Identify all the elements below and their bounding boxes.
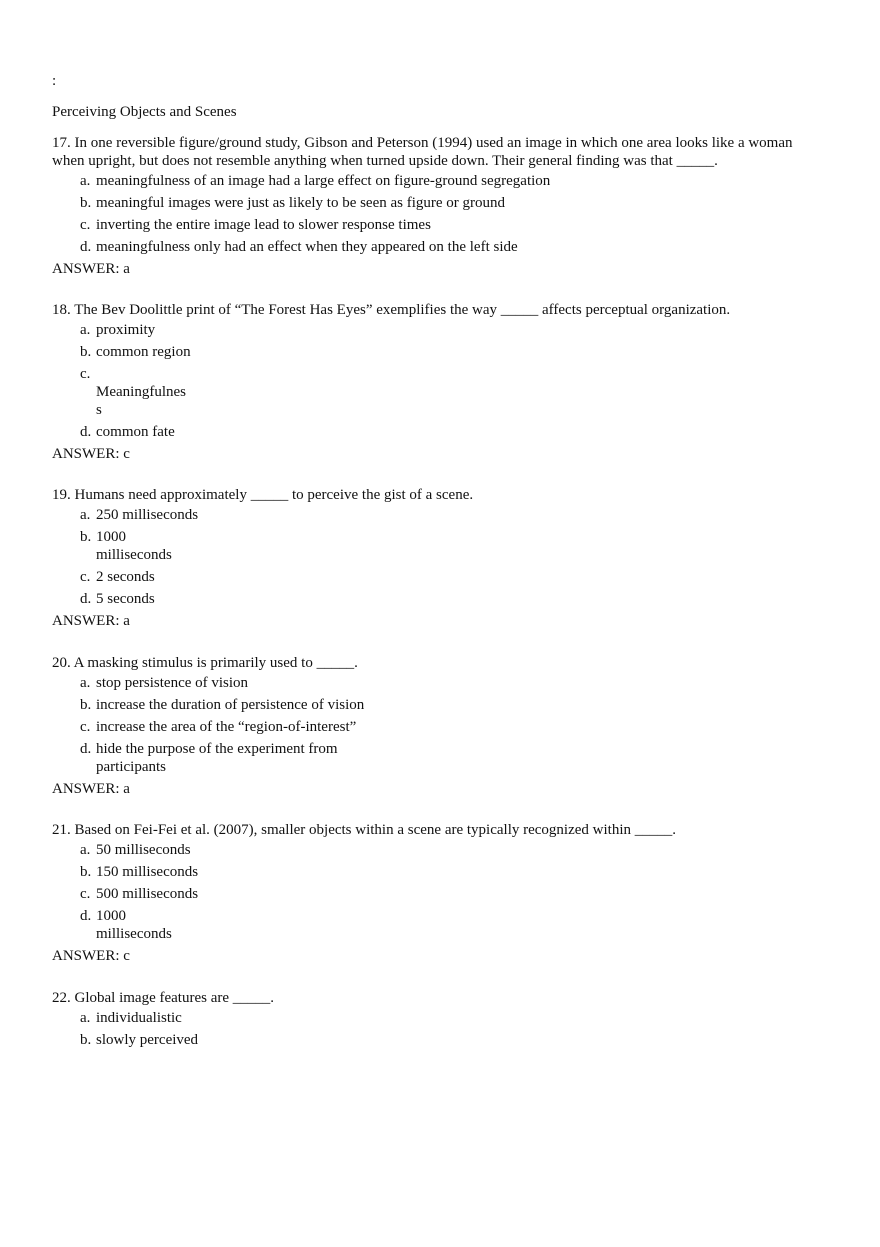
option-text: 50 milliseconds xyxy=(96,842,191,858)
option-text: proximity xyxy=(96,322,156,338)
option-label: d. xyxy=(80,424,92,440)
option-label: b. xyxy=(80,195,92,211)
option-text: common region xyxy=(96,344,191,360)
option-text: increase the area of the “region-of-interest” xyxy=(96,719,357,735)
option-text: individualistic xyxy=(96,1010,182,1026)
option-label: b. xyxy=(80,344,92,360)
option-c xyxy=(80,568,812,586)
option-d xyxy=(80,740,812,776)
option-b xyxy=(80,696,812,714)
option-label: c. xyxy=(80,569,91,585)
option-text: slowly perceived xyxy=(96,1032,199,1048)
option-a xyxy=(80,172,812,190)
question-stem: 17. In one reversible figure/ground study, Gibson and Peterson (1994) used an image in which one area looks like a woman when upright, but does not resemble anything when turned upside down. Their general finding was that _____. xyxy=(52,135,793,169)
option-label: a. xyxy=(80,1010,91,1026)
option-text: meaningful images were just as likely to be seen as figure or ground xyxy=(96,195,506,211)
option-label: b. xyxy=(80,864,92,880)
option-text: hide the purpose of the experiment from participants xyxy=(96,741,338,775)
option-label: b. xyxy=(80,1032,92,1048)
option-text: inverting the entire image lead to slower response times xyxy=(96,217,431,233)
option-text: 1000 milliseconds xyxy=(96,529,172,563)
option-b xyxy=(80,863,812,881)
option-text: meaningfulness of an image had a large effect on figure-ground segregation xyxy=(96,173,551,189)
header-colon: : xyxy=(52,73,57,89)
option-label: a. xyxy=(80,842,91,858)
option-b xyxy=(80,1031,812,1049)
option-d xyxy=(80,590,812,608)
option-a xyxy=(80,321,812,339)
option-label: a. xyxy=(80,322,91,338)
option-label: a. xyxy=(80,675,91,691)
option-d xyxy=(80,423,812,441)
option-text: 1000 milliseconds xyxy=(96,908,172,942)
question-stem: 22. Global image features are _____. xyxy=(52,990,275,1006)
option-label: b. xyxy=(80,697,92,713)
answer-line: ANSWER: a xyxy=(52,613,130,629)
option-label: a. xyxy=(80,173,91,189)
option-text: 5 seconds xyxy=(96,591,155,607)
option-c xyxy=(80,216,812,234)
option-b xyxy=(80,528,812,564)
option-label: b. xyxy=(80,529,92,545)
answer-line: ANSWER: c xyxy=(52,446,130,462)
option-label: c. xyxy=(80,366,91,382)
option-a xyxy=(80,841,812,859)
option-text: Meaningfulnes s xyxy=(96,384,186,418)
section-title: Perceiving Objects and Scenes xyxy=(52,104,237,120)
question-21 xyxy=(52,821,812,965)
option-text: 250 milliseconds xyxy=(96,507,199,523)
option-text: increase the duration of persistence of vision xyxy=(96,697,365,713)
question-stem: 19. Humans need approximately _____ to perceive the gist of a scene. xyxy=(52,487,474,503)
question-stem: 21. Based on Fei-Fei et al. (2007), smaller objects within a scene are typically recognized within _____. xyxy=(52,822,676,838)
option-c xyxy=(80,718,812,736)
option-label: d. xyxy=(80,908,92,924)
answer-line: ANSWER: a xyxy=(52,261,130,277)
option-a xyxy=(80,1009,812,1027)
question-18 xyxy=(52,301,812,463)
option-label: d. xyxy=(80,741,92,757)
option-label: c. xyxy=(80,886,91,902)
option-d xyxy=(80,907,812,943)
option-label: c. xyxy=(80,217,91,233)
question-22 xyxy=(52,989,812,1049)
question-stem: 18. The Bev Doolittle print of “The Forest Has Eyes” exemplifies the way _____ affects perceptual organization. xyxy=(52,302,731,318)
option-label: d. xyxy=(80,239,92,255)
answer-line: ANSWER: a xyxy=(52,781,130,797)
option-a xyxy=(80,506,812,524)
option-text: 500 milliseconds xyxy=(96,886,199,902)
option-label: a. xyxy=(80,507,91,523)
question-stem: 20. A masking stimulus is primarily used to _____. xyxy=(52,655,358,671)
option-text: common fate xyxy=(96,424,175,440)
option-text: 150 milliseconds xyxy=(96,864,199,880)
option-text: 2 seconds xyxy=(96,569,155,585)
option-text: meaningfulness only had an effect when they appeared on the left side xyxy=(96,239,518,255)
option-a xyxy=(80,674,812,692)
question-20 xyxy=(52,654,812,798)
option-b xyxy=(80,194,812,212)
option-d xyxy=(80,238,812,256)
question-19 xyxy=(52,486,812,630)
answer-line: ANSWER: c xyxy=(52,948,130,964)
option-c xyxy=(80,365,812,419)
question-17 xyxy=(52,134,812,278)
option-label: c. xyxy=(80,719,91,735)
option-text: stop persistence of vision xyxy=(96,675,249,691)
option-label: d. xyxy=(80,591,92,607)
option-b xyxy=(80,343,812,361)
option-c xyxy=(80,885,812,903)
